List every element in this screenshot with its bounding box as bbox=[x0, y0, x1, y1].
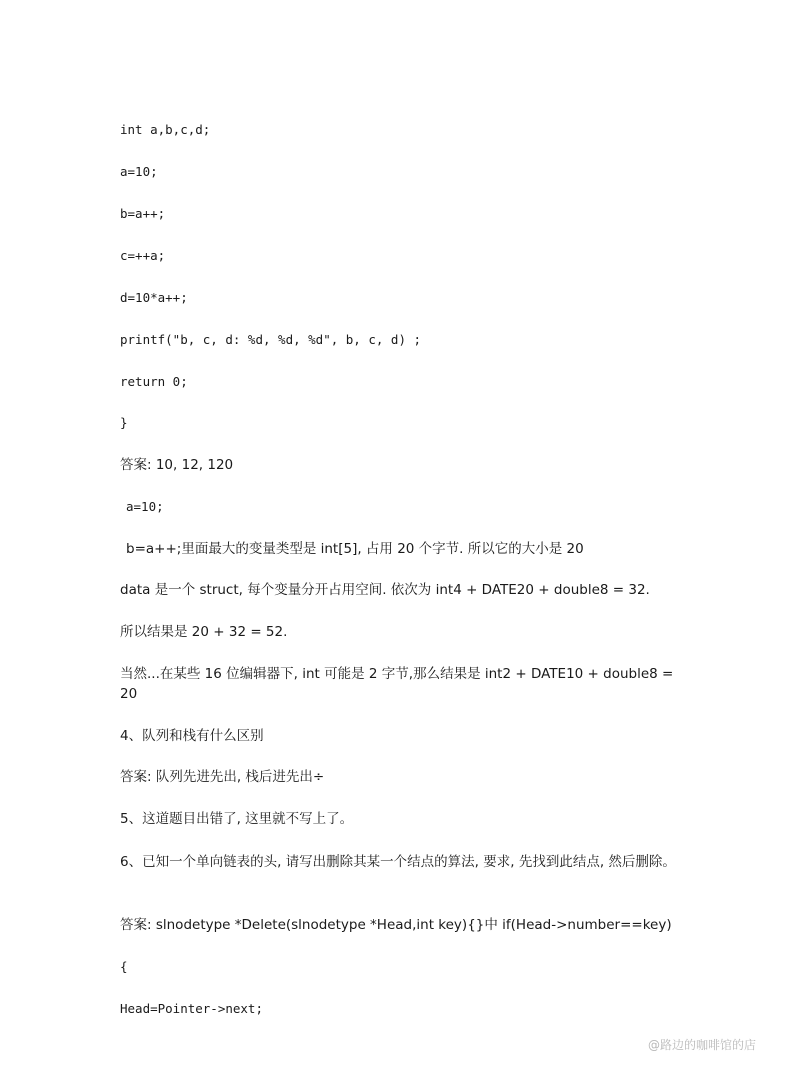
code-line-declare: int a,b,c,d; bbox=[120, 122, 211, 137]
answer-line-1: 答案: 10, 12, 120 bbox=[120, 457, 234, 473]
code-line-printf: printf("b, c, d: %d, %d, %d", b, c, d) ; bbox=[120, 332, 422, 347]
explain-line-b: b=a++;里面最大的变量类型是 int[5], 占用 20 个字节. 所以它的大小是 20 bbox=[126, 541, 584, 557]
explain-line-result: 所以结果是 20 + 32 = 52. bbox=[120, 624, 288, 640]
code-line-head-next: Head=Pointer->next; bbox=[120, 1001, 263, 1016]
code-line-open-brace: { bbox=[120, 959, 128, 974]
code-line-assign-a: a=10; bbox=[120, 164, 158, 179]
answer-4: 答案: 队列先进先出, 栈后进先出÷ bbox=[120, 769, 325, 785]
explain-line-a: a=10; bbox=[126, 499, 164, 514]
question-6: 6、已知一个单向链表的头, 请写出删除其某一个结点的算法, 要求, 先找到此结点, 然后删除。 bbox=[120, 854, 676, 870]
question-5: 5、这道题目出错了, 这里就不写上了。 bbox=[120, 811, 354, 827]
question-4: 4、队列和栈有什么区别 bbox=[120, 728, 264, 744]
explain-line-16bit: 当然...在某些 16 位编辑器下, int 可能是 2 字节,那么结果是 int2 + DATE10 + double8 = 20 bbox=[120, 666, 674, 702]
watermark-text: @路边的咖啡馆的店 bbox=[647, 1038, 756, 1052]
code-line-assign-c: c=++a; bbox=[120, 248, 166, 263]
code-line-return: return 0; bbox=[120, 374, 188, 389]
code-line-close-brace: } bbox=[120, 415, 128, 430]
code-line-assign-b: b=a++; bbox=[120, 206, 166, 221]
code-line-assign-d: d=10*a++; bbox=[120, 290, 188, 305]
answer-6: 答案: slnodetype *Delete(slnodetype *Head,int key){}中 if(Head->number==key) bbox=[120, 917, 672, 933]
explain-line-struct: data 是一个 struct, 每个变量分开占用空间. 依次为 int4 + DATE20 + double8 = 32. bbox=[120, 582, 650, 598]
